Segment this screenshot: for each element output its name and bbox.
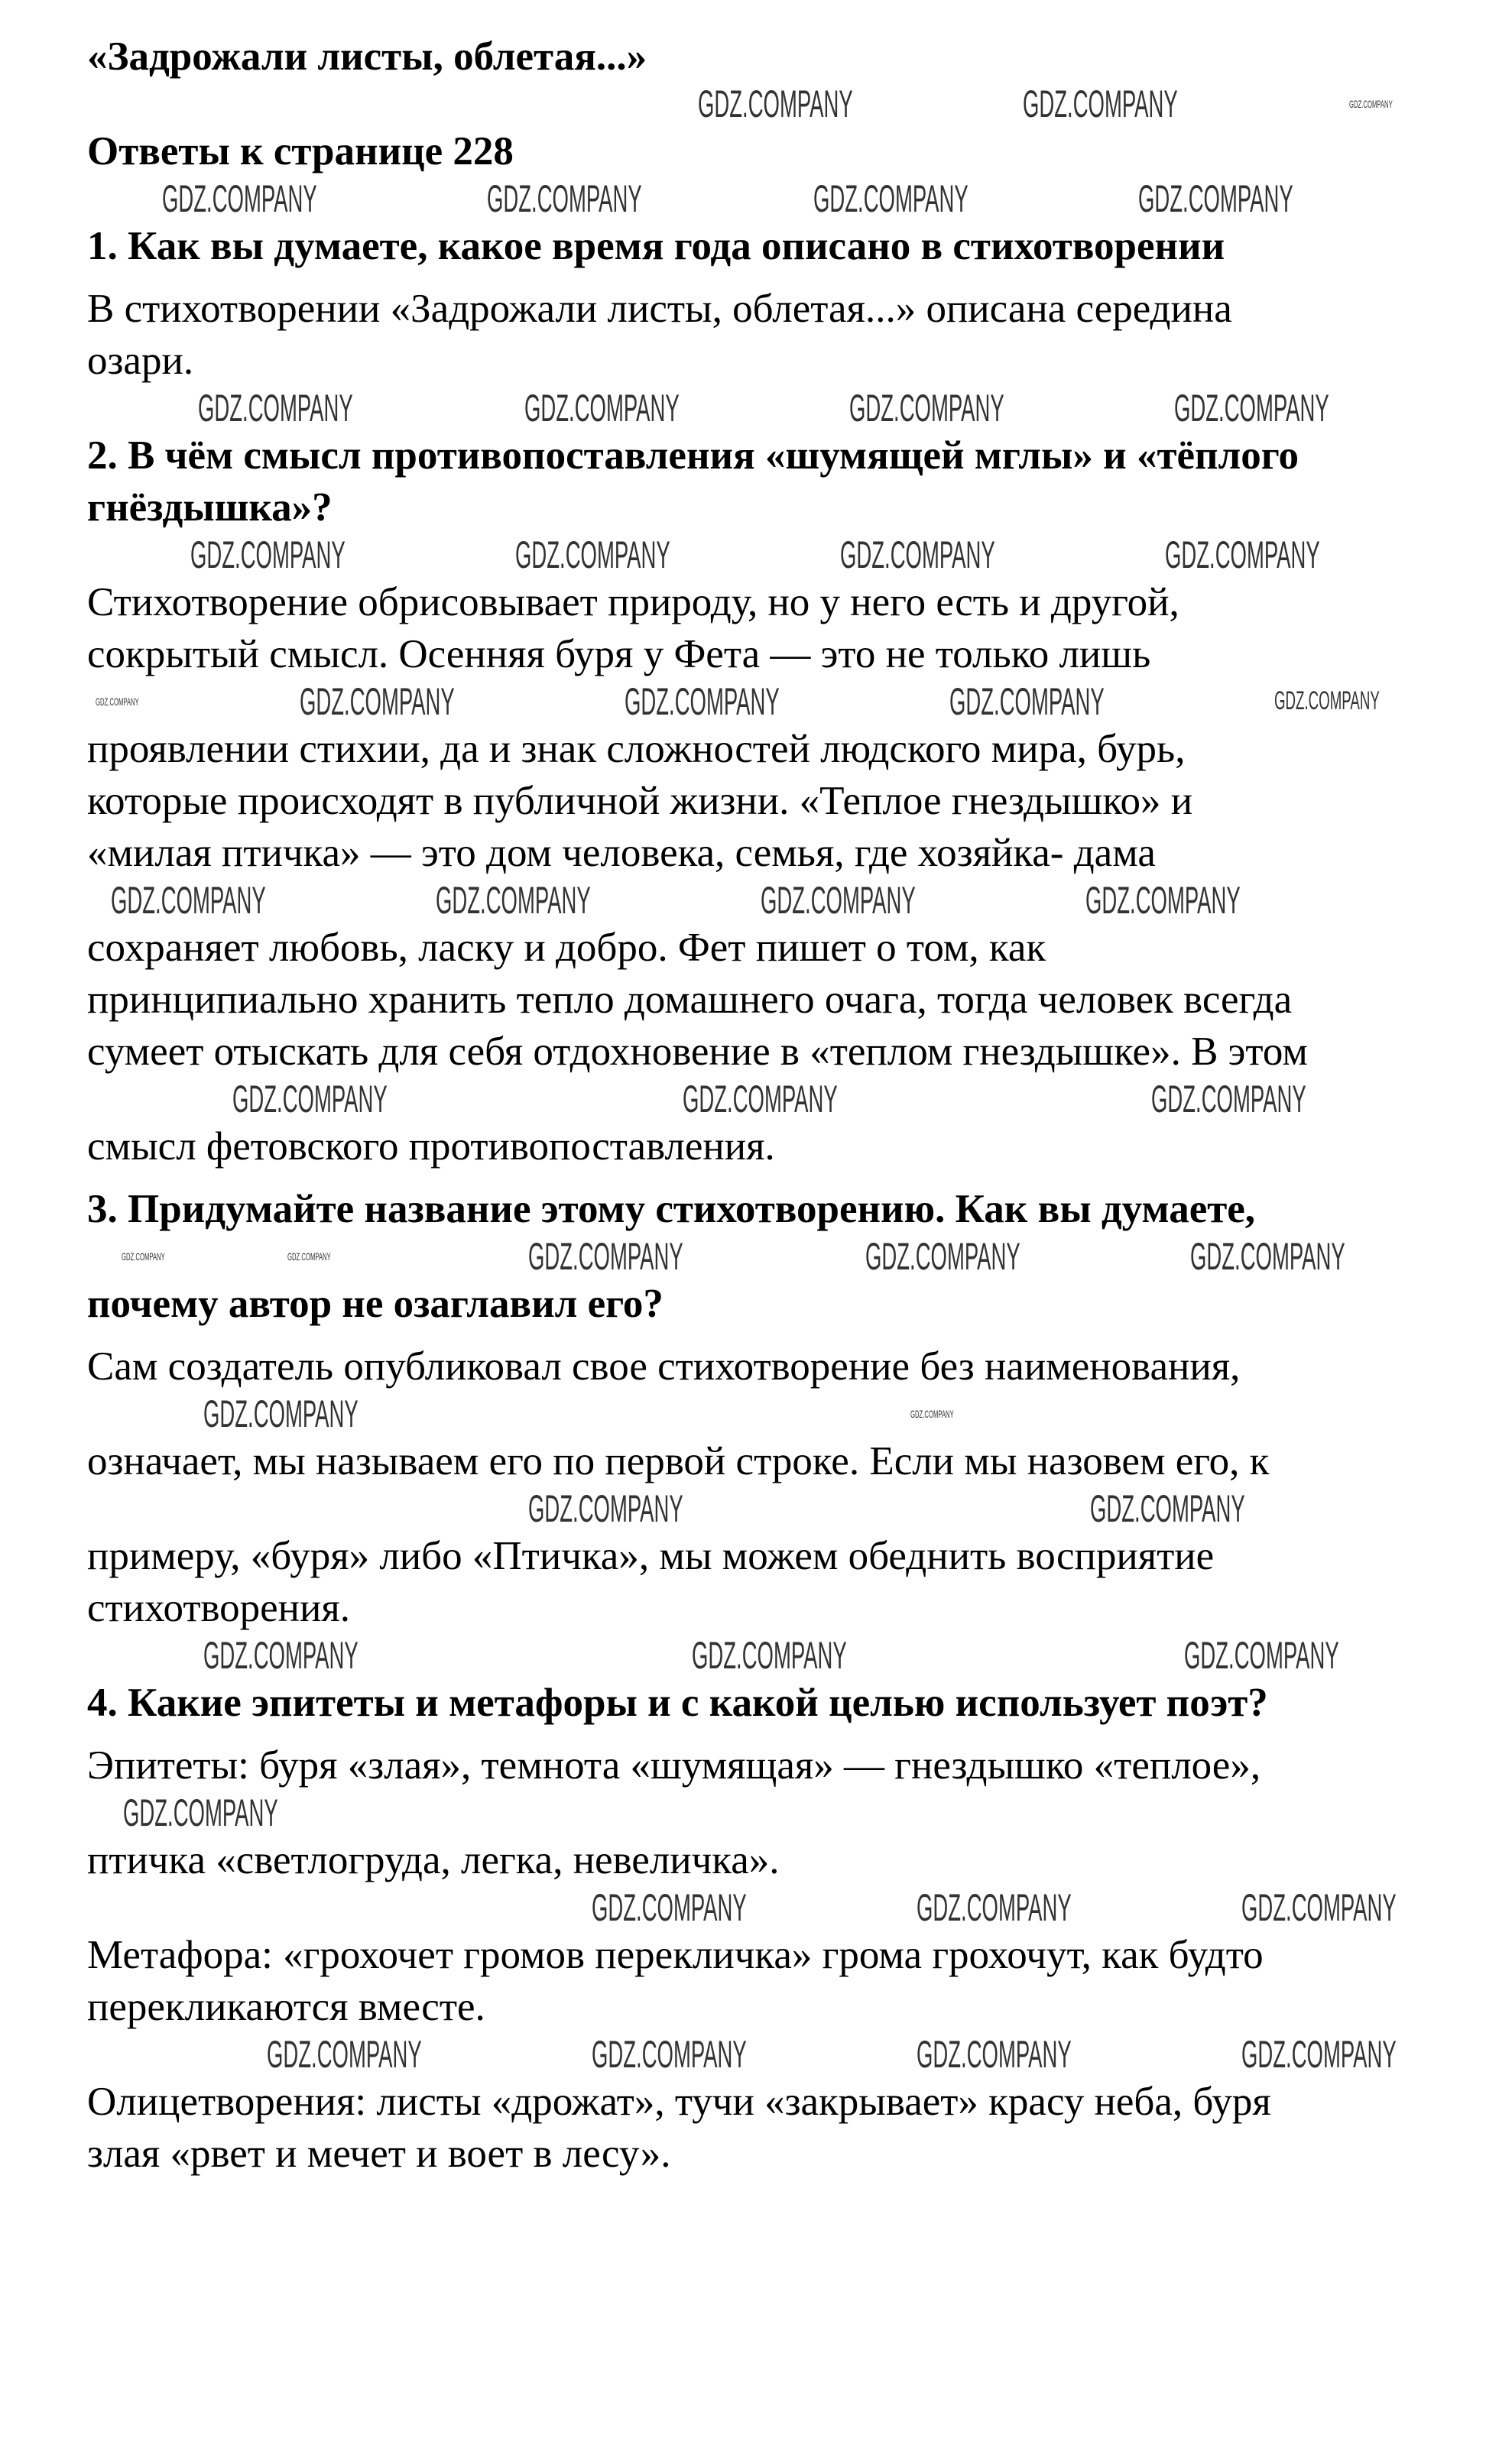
watermark-text: GDZ.COMPANY xyxy=(123,1791,278,1834)
watermark xyxy=(111,879,266,922)
answer-line: которые происходят в публичной жизни. «Теплое гнездышко» и xyxy=(87,779,1193,823)
watermark-row xyxy=(0,1392,1499,1435)
answer-line: В стихотворении «Задрожали листы, облетая...» описана середина xyxy=(87,287,1232,331)
watermark-row xyxy=(0,177,1499,220)
page-heading: Ответы к странице 228 xyxy=(87,129,514,173)
watermark-text: GDZ.COMPANY xyxy=(698,83,853,125)
watermark-text: GDZ.COMPANY xyxy=(1165,533,1320,576)
answer-line: Олицетворения: листы «дрожат», тучи «закрывает» красу неба, буря xyxy=(87,2080,1271,2124)
answer-line: смысл фетовского противопоставления. xyxy=(87,1124,775,1169)
watermark xyxy=(1241,1886,1397,1929)
watermark xyxy=(865,1235,1020,1278)
watermark-text: GDZ.COMPANY xyxy=(1023,83,1178,125)
watermark xyxy=(910,1408,956,1418)
answer-line: озари. xyxy=(87,339,194,383)
spacer xyxy=(0,1729,1499,1739)
watermark xyxy=(592,2033,747,2076)
watermark xyxy=(592,1886,747,1929)
watermark-text: GDZ.COMPANY xyxy=(849,387,1004,430)
watermark xyxy=(1274,686,1380,715)
watermark-text: GDZ.COMPANY xyxy=(1184,1634,1339,1677)
watermark-text: GDZ.COMPANY xyxy=(1241,1886,1397,1929)
watermark xyxy=(528,1235,683,1278)
answer-line: сумеет отыскать для себя отдохновение в «теплом гнездышке». В этом xyxy=(87,1029,1308,1074)
watermark-text: GDZ.COMPANY xyxy=(840,533,995,576)
watermark-row xyxy=(0,83,1499,125)
watermark-text: GDZ.COMPANY xyxy=(122,1250,165,1263)
answer-line: перекликаются вместе. xyxy=(87,1985,485,2029)
answer-line: примеру, «буря» либо «Птичка», мы можем обеднить восприятие xyxy=(87,1534,1215,1578)
spacer xyxy=(0,1172,1499,1183)
answer-line: злая «рвет и мечет и воет в лесу». xyxy=(87,2132,671,2176)
answer-line: сохраняет любовь, ласку и добро. Фет пишет о том, как xyxy=(87,926,1046,970)
watermark xyxy=(1085,879,1241,922)
watermark-text: GDZ.COMPANY xyxy=(198,387,353,430)
watermark-row xyxy=(0,879,1499,922)
watermark-text: GDZ.COMPANY xyxy=(1241,2033,1397,2076)
answer-line: Сам создатель опубликовал свое стихотворение без наименования, xyxy=(87,1344,1241,1389)
watermark xyxy=(1165,533,1320,576)
watermark-text: GDZ.COMPANY xyxy=(203,1634,359,1677)
watermark xyxy=(1190,1235,1345,1278)
question-line: гнёздышка»? xyxy=(87,485,333,530)
watermark-row xyxy=(0,387,1499,430)
watermark-text: GDZ.COMPANY xyxy=(1174,387,1329,430)
watermark xyxy=(203,1634,359,1677)
document xyxy=(0,31,1499,2180)
watermark-text: GDZ.COMPANY xyxy=(917,2033,1072,2076)
answer-line: проявлении стихии, да и знак сложностей людского мира, бурь, xyxy=(87,727,1186,771)
watermark-text: GDZ.COMPANY xyxy=(287,1250,331,1263)
watermark-row xyxy=(0,1487,1499,1530)
watermark xyxy=(917,1886,1072,1929)
watermark-text: GDZ.COMPANY xyxy=(1274,686,1380,715)
watermark-text: GDZ.COMPANY xyxy=(917,1886,1072,1929)
answer-line: «милая птичка» — это дом человека, семья, где хозяйка- дама xyxy=(87,831,1156,875)
document-title: «Задрожали листы, облетая...» xyxy=(87,34,647,79)
watermark-text: GDZ.COMPANY xyxy=(592,1886,747,1929)
watermark-text: GDZ.COMPANY xyxy=(692,1634,847,1677)
watermark xyxy=(515,533,670,576)
answer-line: означает, мы называем его по первой строке. Если мы назовем его, к xyxy=(87,1439,1270,1483)
answer-line: принципиально хранить тепло домашнего очага, тогда человек всегда xyxy=(87,977,1293,1022)
question-line: 3. Придумайте название этому стихотворению. Как вы думаете, xyxy=(87,1187,1256,1231)
watermark xyxy=(487,177,642,220)
watermark-text: GDZ.COMPANY xyxy=(683,1078,838,1120)
watermark-row xyxy=(0,1078,1499,1120)
watermark-text: GDZ.COMPANY xyxy=(1190,1235,1345,1278)
question-line: 1. Как вы думаете, какое время года описано в стихотворении xyxy=(87,224,1225,268)
watermark xyxy=(267,2033,422,2076)
watermark xyxy=(1349,98,1395,109)
watermark-text: GDZ.COMPANY xyxy=(267,2033,422,2076)
watermark xyxy=(122,1250,167,1261)
watermark-text: GDZ.COMPANY xyxy=(910,1408,954,1420)
question-line: 2. В чём смысл противопоставления «шумящей мглы» и «тёплого xyxy=(87,433,1299,478)
watermark-text: GDZ.COMPANY xyxy=(528,1487,683,1530)
watermark-text: GDZ.COMPANY xyxy=(96,695,139,708)
question-line: 4. Какие эпитеты и метафоры и с какой целью использует поэт? xyxy=(87,1681,1268,1725)
watermark-text: GDZ.COMPANY xyxy=(761,879,916,922)
watermark xyxy=(436,879,591,922)
watermark-text: GDZ.COMPANY xyxy=(203,1392,359,1435)
watermark-text: GDZ.COMPANY xyxy=(1085,879,1241,922)
watermark xyxy=(162,177,317,220)
watermark-row xyxy=(0,2033,1499,2076)
watermark-row xyxy=(0,533,1499,576)
watermark xyxy=(1151,1078,1306,1120)
watermark xyxy=(232,1078,388,1120)
watermark-text: GDZ.COMPANY xyxy=(436,879,591,922)
watermark xyxy=(849,387,1004,430)
watermark xyxy=(1138,177,1293,220)
watermark-row xyxy=(0,1886,1499,1929)
watermark xyxy=(1023,83,1178,125)
spacer xyxy=(0,272,1499,283)
watermark xyxy=(917,2033,1072,2076)
watermark-text: GDZ.COMPANY xyxy=(111,879,266,922)
watermark-row xyxy=(0,1634,1499,1677)
watermark xyxy=(528,1487,683,1530)
watermark-text: GDZ.COMPANY xyxy=(625,680,780,723)
watermark-text: GDZ.COMPANY xyxy=(528,1235,683,1278)
watermark xyxy=(761,879,916,922)
watermark-text: GDZ.COMPANY xyxy=(515,533,670,576)
watermark-text: GDZ.COMPANY xyxy=(162,177,317,220)
watermark-text: GDZ.COMPANY xyxy=(190,533,346,576)
watermark-text: GDZ.COMPANY xyxy=(1138,177,1293,220)
watermark xyxy=(840,533,995,576)
watermark xyxy=(1241,2033,1397,2076)
watermark-text: GDZ.COMPANY xyxy=(1151,1078,1306,1120)
watermark-row xyxy=(0,1235,1499,1278)
watermark xyxy=(96,695,141,706)
watermark-text: GDZ.COMPANY xyxy=(592,2033,747,2076)
watermark-text: GDZ.COMPANY xyxy=(1090,1487,1245,1530)
watermark xyxy=(1090,1487,1245,1530)
watermark xyxy=(300,680,455,723)
watermark xyxy=(683,1078,838,1120)
answer-line: сокрытый смысл. Осенняя буря у Фета — это не только лишь xyxy=(87,632,1151,676)
answer-line: Метафора: «грохочет громов перекличка» грома грохочут, как будто xyxy=(87,1933,1264,1977)
watermark-text: GDZ.COMPANY xyxy=(865,1235,1020,1278)
watermark xyxy=(1174,387,1329,430)
watermark xyxy=(190,533,346,576)
spacer xyxy=(0,1330,1499,1341)
watermark xyxy=(1184,1634,1339,1677)
watermark-text: GDZ.COMPANY xyxy=(813,177,969,220)
watermark xyxy=(524,387,680,430)
watermark-text: GDZ.COMPANY xyxy=(487,177,642,220)
watermark-row xyxy=(0,680,1499,723)
watermark-text: GDZ.COMPANY xyxy=(232,1078,388,1120)
answer-line: Эпитеты: буря «злая», темнота «шумящая» — гнездышко «теплое», xyxy=(87,1743,1261,1788)
watermark xyxy=(198,387,353,430)
watermark xyxy=(698,83,853,125)
answer-line: Стихотворение обрисовывает природу, но у него есть и другой, xyxy=(87,580,1179,624)
watermark-row xyxy=(0,1791,1499,1834)
watermark xyxy=(813,177,969,220)
watermark xyxy=(625,680,780,723)
answer-line: птичка «светлогруда, легка, невеличка». xyxy=(87,1838,780,1882)
watermark-text: GDZ.COMPANY xyxy=(949,680,1105,723)
question-line: почему автор не озаглавил его? xyxy=(87,1282,664,1326)
watermark-text: GDZ.COMPANY xyxy=(300,680,455,723)
watermark xyxy=(287,1250,333,1261)
watermark xyxy=(692,1634,847,1677)
watermark xyxy=(203,1392,359,1435)
watermark-text: GDZ.COMPANY xyxy=(524,387,680,430)
watermark xyxy=(123,1791,278,1834)
answer-line: стихотворения. xyxy=(87,1586,351,1630)
watermark xyxy=(949,680,1105,723)
watermark-text: GDZ.COMPANY xyxy=(1349,98,1393,110)
